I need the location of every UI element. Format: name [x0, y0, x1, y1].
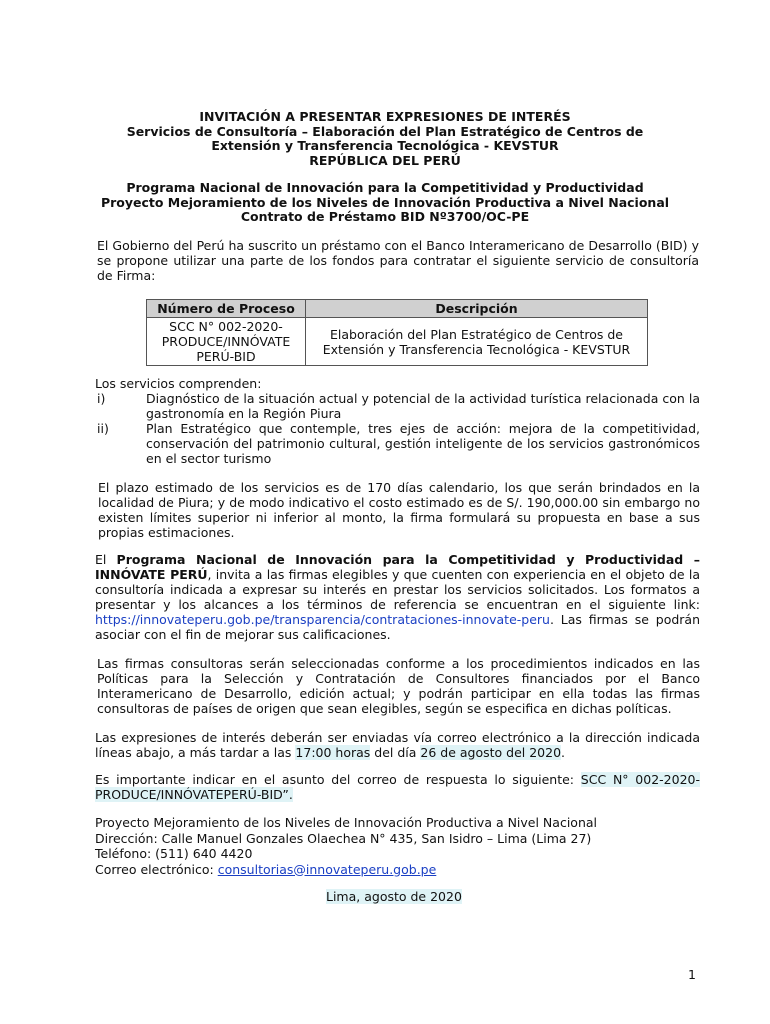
program-bold-name: Programa Nacional de Innovación para la Competitividad y Productividad – INNÓVATE PERÚ — [95, 552, 700, 582]
service-title-line: Servicios de Consultoría – Elaboración del Plan Estratégico de Centros de — [126, 123, 644, 139]
loan-contract: Contrato de Préstamo BID Nº3700/OC-PE — [240, 209, 530, 224]
contracting-link[interactable]: https://innovateperu.gob.pe/transparencia/contrataciones-innovate-peru — [95, 612, 550, 627]
table-header: Descripción — [306, 300, 648, 318]
contact-phone: Teléfono: (511) 640 4420 — [95, 846, 253, 861]
deadline-time: 17:00 horas — [295, 745, 371, 760]
term-paragraph: El plazo estimado de los servicios es de 170 días calendario, los que serán brindados en la localidad de Piura; y de modo indicativo el costo estimado es de S/. 190,000.00 sin embargo no existen límites superior ni inferior al monto, la firma formulará su propuesta en base a sus propias estimaciones. — [98, 480, 700, 540]
list-item: Plan Estratégico que contemple, tres ejes de acción: mejora de la competitividad, conservación del patrimonio cultural, gestión inteligente de los servicios gastronómicos en el sector turismo — [146, 421, 700, 466]
subject-code: SCC N° 002-2020-PRODUCE/INNÓVATEPERÚ-BID”. — [95, 772, 700, 802]
description-cell: Elaboración del Plan Estratégico de Centros de Extensión y Transferencia Tecnológica - KEVSTUR — [306, 318, 648, 366]
intro-paragraph: El Gobierno del Perú ha suscrito un préstamo con el Banco Interamericano de Desarrollo (BID) y se propone utilizar una parte de los fondos para contratar el siguiente servicio de consultoría de Firma: — [97, 238, 699, 283]
contact-email-line: Correo electrónico: consultorias@innovateperu.gob.pe — [95, 861, 437, 877]
program-header — [0, 181, 770, 225]
invitation-title: INVITACIÓN A PRESENTAR EXPRESIONES DE INTERÉS — [199, 109, 571, 124]
program-name: Programa Nacional de Innovación para la Competitividad y Productividad — [126, 180, 644, 195]
document-header — [0, 110, 770, 168]
subject-paragraph: Es importante indicar en el asunto del correo de respuesta lo siguiente: SCC N° 002-2020-PRODUCE/INNÓVATEPERÚ-BID”. — [95, 772, 700, 802]
list-item-number: ii) — [97, 421, 109, 436]
contact-block — [95, 815, 597, 877]
services-intro: Los servicios comprenden: — [95, 376, 262, 391]
invitation-paragraph: El Programa Nacional de Innovación para la Competitividad y Productividad – INNÓVATE PERÚ, invita a las firmas elegibles y que cuenten con experiencia en el objeto de la consultoría indicada a expresar su interés en prestar los servicios solicitados. Los formatos a presentar y los alcances a los términos de referencia se encuentran en el siguiente link: https://innovateperu.gob.pe/transparencia/contrataciones-innovate-peru. Las firmas se podrán asociar con el fin de mejorar sus calificaciones. — [95, 552, 700, 642]
list-item: Diagnóstico de la situación actual y potencial de la actividad turística relacionada con la gastronomía en la Región Piura — [146, 391, 700, 421]
page-number: 1 — [688, 967, 696, 982]
contact-address: Dirección: Calle Manuel Gonzales Olaechea N° 435, San Isidro – Lima (Lima 27) — [95, 830, 592, 846]
country-line: REPÚBLICA DEL PERÚ — [309, 152, 461, 168]
process-table — [146, 299, 648, 366]
contact-email-link[interactable]: consultorias@innovateperu.gob.pe — [217, 861, 437, 877]
service-title-line: Extensión y Transferencia Tecnológica - KEVSTUR — [211, 138, 559, 153]
selection-paragraph: Las firmas consultoras serán seleccionadas conforme a los procedimientos indicados en las Políticas para la Selección y Contratación de Consultores financiados por el Banco Interamericano de Desarrollo, edición actual; y podrán participar en ella todas las firmas consultoras de países de origen que sean elegibles, según se especifica en dichas políticas. — [97, 656, 700, 716]
table-header: Número de Proceso — [147, 300, 306, 318]
deadline-date: 26 de agosto del 2020 — [420, 745, 562, 760]
contact-project: Proyecto Mejoramiento de los Niveles de Innovación Productiva a Nivel Nacional — [95, 815, 597, 830]
list-item-number: i) — [97, 391, 106, 406]
deadline-paragraph: Las expresiones de interés deberán ser enviadas vía correo electrónico a la dirección indicada líneas abajo, a más tardar a las 17:00 horas del día 26 de agosto del 2020. — [95, 730, 700, 760]
project-name: Proyecto Mejoramiento de los Niveles de Innovación Productiva a Nivel Nacional — [100, 194, 670, 210]
process-number-cell: SCC N° 002-2020-PRODUCE/INNÓVATE PERÚ-BID — [147, 318, 306, 366]
place-date: Lima, agosto de 2020 — [326, 889, 462, 904]
